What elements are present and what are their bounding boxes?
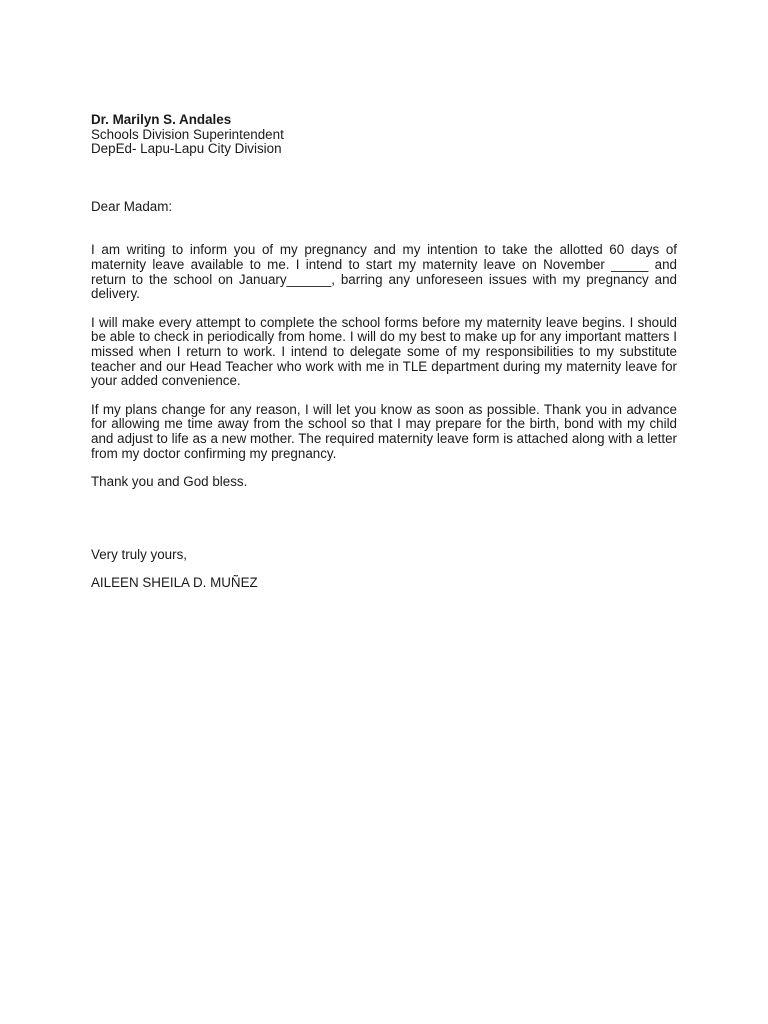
thanks-line: Thank you and God bless. (91, 474, 248, 490)
recipient-title: Schools Division Superintendent (91, 126, 284, 142)
salutation: Dear Madam: (91, 198, 173, 214)
paragraph-gratitude: If my plans change for any reason, I will let you know as soon as possible. Thank you in advance for allowing me time away from the school so that I may prepare for the birth, bond with my child and adjust to life as a new mother. The required maternity leave form is attached along with a letter from my doctor confirming my pregnancy. (91, 401, 677, 461)
paragraph-delegation: I will make every attempt to complete the school forms before my maternity leave begins. I should be able to check in periodically from home. I will do my best to make up for any important matters I missed when I return to work. I intend to delegate some of my responsibilities to my substitute teacher and our Head Teacher who work with me in TLE department during my maternity leave for your added convenience. (91, 314, 677, 389)
letter-body (91, 113, 677, 591)
paragraph-intent: I am writing to inform you of my pregnancy and my intention to take the allotted 60 days of maternity leave available to me. I intend to start my maternity leave on November _____ and return to the school on January______, barring any unforeseen issues with my pregnancy and delivery. (91, 242, 677, 302)
recipient-name: Dr. Marilyn S. Andales (91, 112, 232, 127)
recipient-office: DepEd- Lapu-Lapu City Division (91, 141, 282, 157)
signature-name: AILEEN SHEILA D. MUÑEZ (91, 575, 258, 591)
closing: Very truly yours, (91, 546, 187, 562)
